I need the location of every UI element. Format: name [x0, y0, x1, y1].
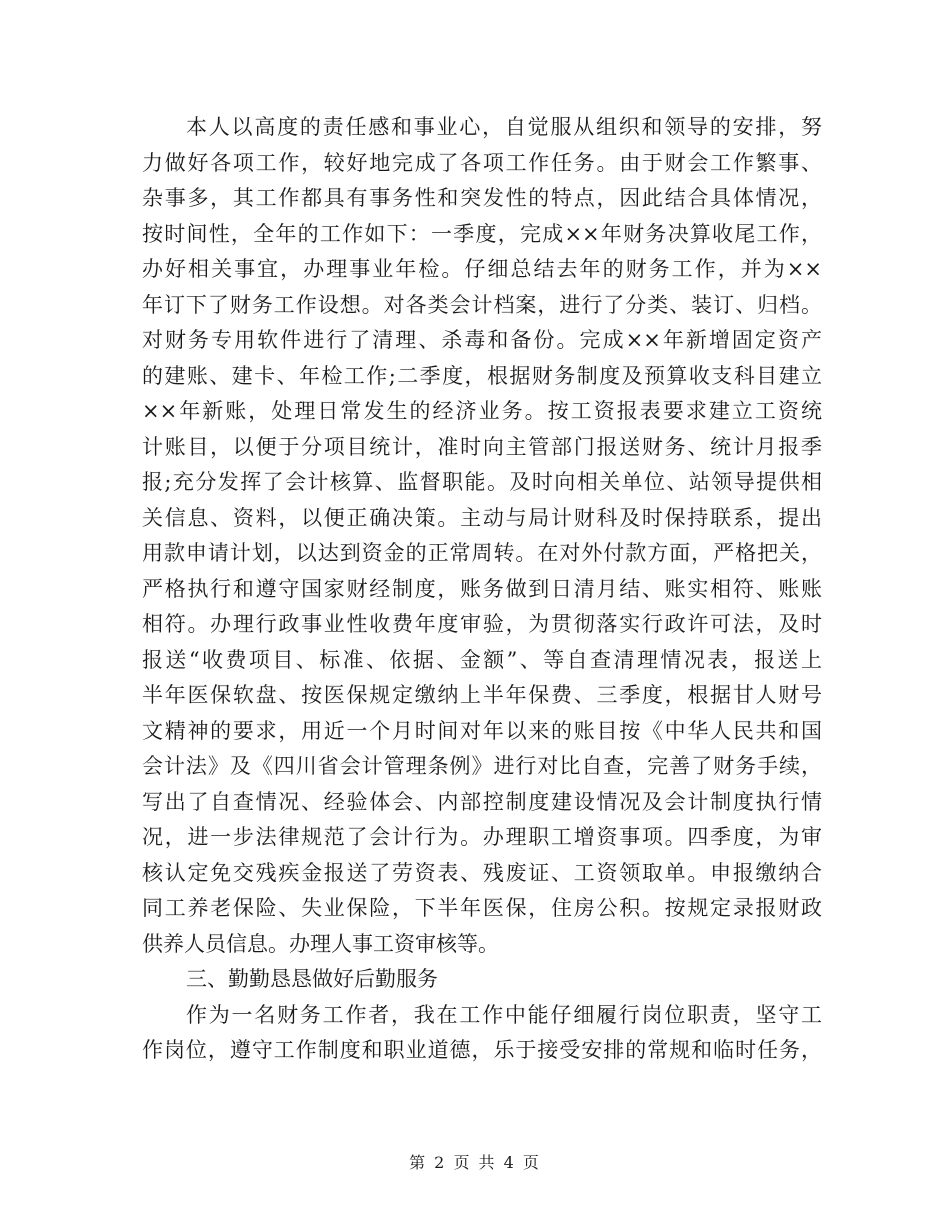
- text-line: 报;充分发挥了会计核算、监督职能。及时向相关单位、站领导提供相: [142, 470, 822, 494]
- text-line: 杂事多，其工作都具有事务性和突发性的特点，因此结合具体情况，: [142, 186, 822, 210]
- paragraph-logistics-service: [142, 998, 822, 1069]
- text-line: 会计法》及《四川省会计管理条例》进行对比自查，完善了财务手续，: [142, 754, 822, 778]
- text-line: 报送“收费项目、标准、依据、金额”、等自查清理情况表，报送上: [142, 647, 822, 672]
- text-line: 文精神的要求，用近一个月时间对年以来的账目按《中华人民共和国: [142, 718, 822, 743]
- text-line: 的建账、建卡、年检工作;二季度，根据财务制度及预算收支科目建立: [142, 363, 822, 388]
- text-line: 本人以高度的责任感和事业心，自觉服从组织和领导的安排，努: [186, 115, 822, 139]
- text-line: ××年新账，处理日常发生的经济业务。按工资报表要求建立工资统: [142, 399, 822, 423]
- text-line: 计账目，以便于分项目统计，准时向主管部门报送财务、统计月报季: [142, 434, 822, 459]
- text-line: 半年医保软盘、按医保规定缴纳上半年保费、三季度，根据甘人财号: [142, 683, 822, 707]
- text-line: 按时间性，全年的工作如下：一季度，完成××年财务决算收尾工作，: [142, 221, 822, 246]
- text-line: 作为一名财务工作者，我在工作中能仔细履行岗位职责，坚守工: [186, 1002, 822, 1027]
- text-line: 况，进一步法律规范了会计行为。办理职工增资事项。四季度，为审: [142, 825, 822, 849]
- text-line: 力做好各项工作，较好地完成了各项工作任务。由于财会工作繁事、: [142, 150, 822, 175]
- text-line: 作岗位，遵守工作制度和职业道德，乐于接受安排的常规和临时任务，: [142, 1038, 822, 1062]
- text-line: 办好相关事宜，办理事业年检。仔细总结去年的财务工作，并为××: [142, 257, 822, 281]
- text-line: 同工养老保险、失业保险，下半年医保，住房公积。按规定录报财政: [142, 896, 822, 920]
- text-line: 用款申请计划，以达到资金的正常周转。在对外付款方面，严格把关，: [142, 541, 822, 565]
- text-line: 供养人员信息。办理人事工资审核等。: [142, 931, 499, 956]
- section-heading: 三、勤勤恳恳做好后勤服务: [186, 967, 438, 991]
- page-footer: 第 2 页 共 4 页: [409, 1153, 541, 1172]
- text-line: 核认定免交残疾金报送了劳资表、残废证、工资领取单。申报缴纳合: [142, 860, 822, 885]
- text-line: 年订下了财务工作设想。对各类会计档案，进行了分类、装订、归档。: [142, 292, 822, 317]
- text-line: 相符。办理行政事业性收费年度审验，为贯彻落实行政许可法，及时: [142, 612, 822, 636]
- text-line: 关信息、资料，以便正确决策。主动与局计财科及时保持联系，提出: [142, 505, 822, 530]
- text-line: 对财务专用软件进行了清理、杀毒和备份。完成××年新增固定资产: [142, 328, 822, 352]
- paragraph-work-summary: [142, 110, 822, 962]
- text-line: 写出了自查情况、经验体会、内部控制度建设情况及会计制度执行情: [142, 789, 822, 814]
- text-line: 严格执行和遵守国家财经制度，账务做到日清月结、账实相符、账账: [142, 576, 822, 601]
- document-body: [142, 110, 822, 1069]
